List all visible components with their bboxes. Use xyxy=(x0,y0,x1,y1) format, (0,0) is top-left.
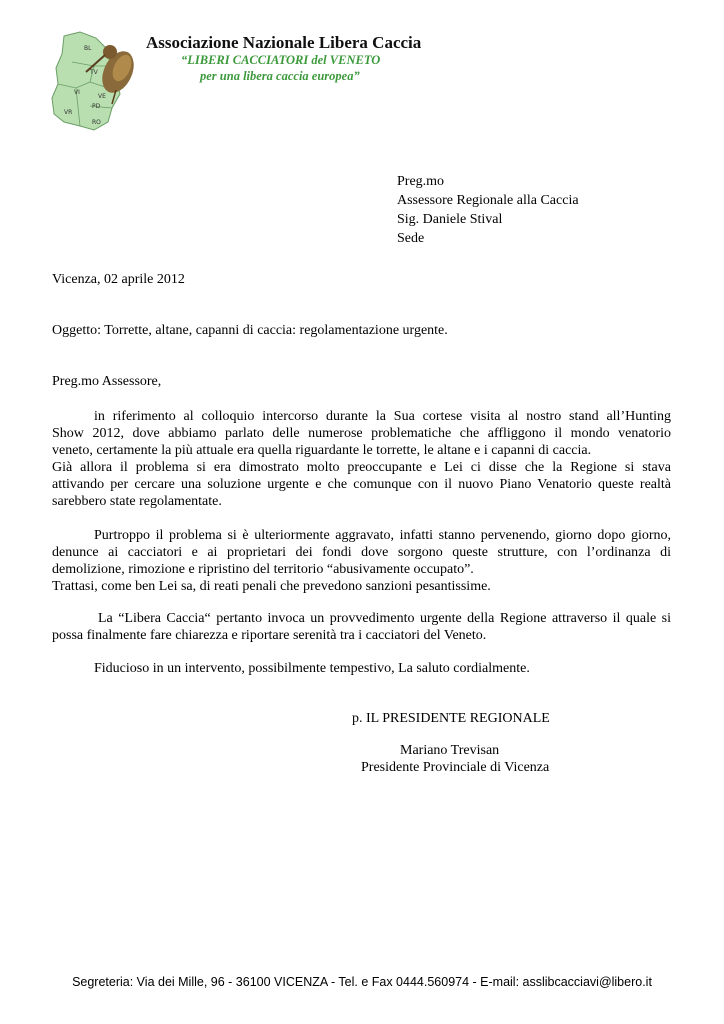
signature-for-line: p. IL PRESIDENTE REGIONALE xyxy=(352,711,550,726)
paragraph-5 xyxy=(52,610,671,644)
paragraph-line: attivando per cercare una soluzione urgente e che comunque con il nuovo Piano Venatorio queste realtà xyxy=(52,477,671,492)
recipient-line: Preg.mo xyxy=(397,174,445,189)
paragraph-line: Già allora il problema si era dimostrato molto preoccupante e Lei ci disse che la Regione si stava xyxy=(52,460,671,475)
closing-line: Fiducioso in un intervento, possibilmente tempestivo, La saluto cordialmente. xyxy=(94,661,530,676)
paragraph-line: Purtroppo il problema si è ulteriormente aggravato, infatti stanno pervenendo, giorno dopo giorno, xyxy=(94,528,671,543)
paragraph-1 xyxy=(52,408,671,510)
map-label-ro: RO xyxy=(92,119,101,126)
paragraph-3 xyxy=(52,527,671,595)
paragraph-line: demolizione, rimozione e ripristino del territorio “abusivamente occupato”. xyxy=(52,562,474,577)
paragraph-line: sarebbero state regolamentate. xyxy=(52,494,222,509)
recipient-line: Sig. Daniele Stival xyxy=(397,212,503,227)
association-tagline-1: “LIBERI CACCIATORI del VENETO xyxy=(181,53,381,67)
paragraph-line: in riferimento al colloquio intercorso durante la Sua cortese visita al nostro stand all’Hunting xyxy=(94,409,671,424)
map-label-pd: PD xyxy=(92,103,101,110)
paragraph-line: veneto, certamente la più attuale era quella riguardante le torrette, le altane e i capanni di caccia. xyxy=(52,443,592,458)
signature-title: Presidente Provinciale di Vicenza xyxy=(361,760,550,775)
map-label-vi: VI xyxy=(74,89,80,96)
paragraph-line: La “Libera Caccia“ pertanto invoca un provvedimento urgente della Regione attraverso il quale si xyxy=(98,611,671,626)
recipient-line: Sede xyxy=(397,231,425,246)
paragraph-line: possa finalmente fare chiarezza e riportare serenità tra i cacciatori del Veneto. xyxy=(52,628,487,643)
subject-line: Oggetto: Torrette, altane, capanni di caccia: regolamentazione urgente. xyxy=(52,323,448,338)
map-label-tv: TV xyxy=(90,69,98,76)
date-line: Vicenza, 02 aprile 2012 xyxy=(52,272,185,287)
paragraph-line: denunce ai cacciatori e ai proprietari dei fondi dove sorgono queste strutture, con l’ordinanza di xyxy=(52,545,671,560)
paragraph-line: Trattasi, come ben Lei sa, di reati penali che prevedono sanzioni pesantissime. xyxy=(52,579,491,594)
recipient-line: Assessore Regionale alla Caccia xyxy=(397,193,579,208)
map-label-ve: VE xyxy=(98,93,106,100)
map-label-bl: BL xyxy=(84,45,92,52)
salutation: Preg.mo Assessore, xyxy=(52,374,162,389)
recipient-address xyxy=(397,172,579,248)
map-label-vr: VR xyxy=(64,109,73,116)
association-tagline-2: per una libera caccia europea” xyxy=(200,69,360,83)
veneto-map-woodcock-logo xyxy=(50,28,142,132)
footer-contact: Segreteria: Via dei Mille, 96 - 36100 VICENZA - Tel. e Fax 0444.560974 - E-mail: asslibcacciavi@libero.it xyxy=(72,975,652,989)
paragraph-line: Show 2012, dove abbiamo parlato delle numerose problematiche che affliggono il mondo venatorio xyxy=(52,426,671,441)
signature-name: Mariano Trevisan xyxy=(400,743,500,758)
association-name: Associazione Nazionale Libera Caccia xyxy=(146,33,422,52)
